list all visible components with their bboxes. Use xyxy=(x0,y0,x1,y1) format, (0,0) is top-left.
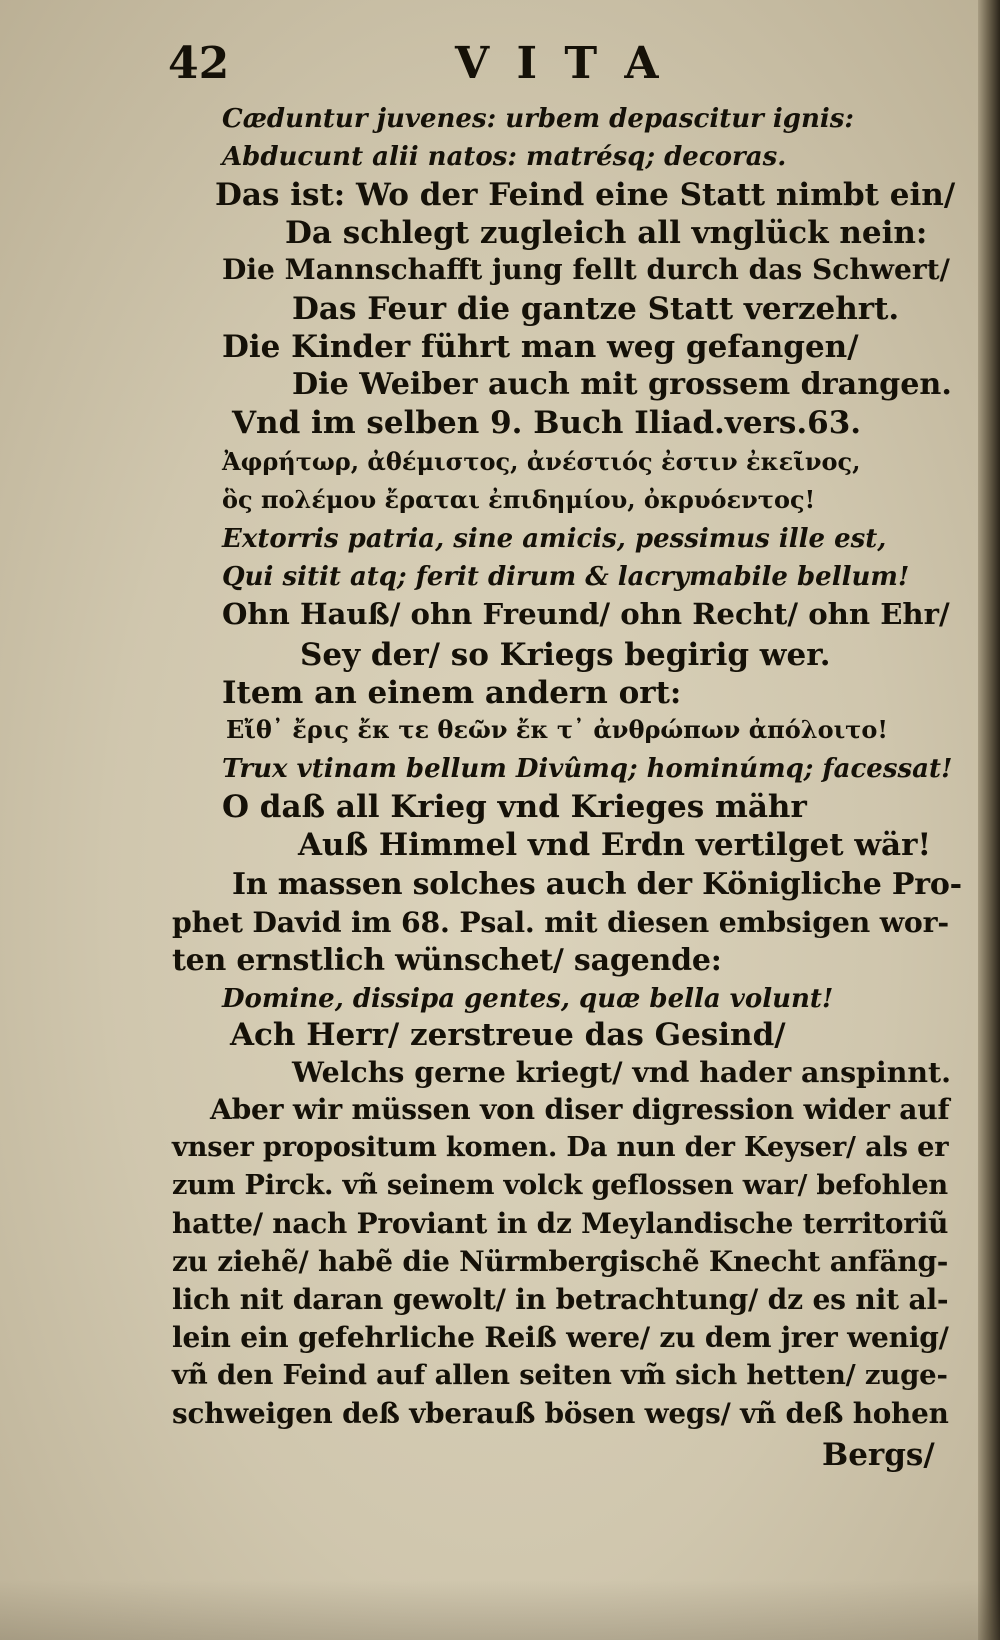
catchword: Bergs/ xyxy=(822,1437,935,1473)
text-line: Das ist: Wo der Feind eine Statt nimbt ein/ xyxy=(215,177,956,213)
text-line: ὃς πολέμου ἔραται ἐπιδημίου, ὀκρυόεντος! xyxy=(222,485,816,514)
text-line: Auß Himmel vnd Erdn vertilget wär! xyxy=(298,827,932,863)
text-line: hatte/ nach Proviant in dz Meylandische territoriũ xyxy=(172,1207,949,1240)
running-title: V I T A xyxy=(455,38,665,89)
text-line: Cæduntur juvenes: urbem depascitur ignis: xyxy=(222,104,854,134)
text-line: Ach Herr/ zerstreue das Gesind/ xyxy=(230,1017,786,1053)
text-line: Sey der/ so Kriegs begirig wer. xyxy=(300,637,831,673)
page-bottom-shadow xyxy=(0,1580,1000,1640)
text-line: Extorris patria, sine amicis, pessimus ille est, xyxy=(222,524,887,554)
text-line: Ohn Hauß/ ohn Freund/ ohn Recht/ ohn Ehr/ xyxy=(222,597,950,631)
text-line: Abducunt alii natos: matrésq; decoras. xyxy=(222,142,787,172)
text-line: phet David im 68. Psal. mit diesen embsigen wor- xyxy=(172,905,949,939)
text-line: ten ernstlich wünschet/ sagende: xyxy=(172,943,722,978)
text-line: Εἴθ᾽ ἔρις ἔκ τε θεῶν ἔκ τ᾽ ἀνθρώπων ἀπόλοιτο! xyxy=(226,715,888,744)
text-line: Das Feur die gantze Statt verzehrt. xyxy=(292,291,900,327)
text-line: vñ den Feind auf allen seiten vm̃ sich hetten/ zuge- xyxy=(172,1359,948,1391)
text-line: schweigen deß vberauß bösen wegs/ vñ deß hohen xyxy=(172,1397,949,1430)
text-line: Domine, dissipa gentes, quæ bella volunt! xyxy=(222,984,834,1014)
text-line: lein ein gefehrliche Reiß were/ zu dem jrer wenig/ xyxy=(172,1321,949,1354)
text-line: In massen solches auch der Königliche Pro- xyxy=(232,867,962,902)
text-line: O daß all Krieg vnd Krieges mähr xyxy=(222,789,807,825)
text-line: Da schlegt zugleich all vnglück nein: xyxy=(285,215,928,251)
text-line: Vnd im selben 9. Buch Iliad.vers.63. xyxy=(232,405,862,441)
text-line: zu ziehẽ/ habẽ die Nürmbergischẽ Knecht anfäng- xyxy=(172,1245,949,1278)
text-line: Ἀφρήτωρ, ἀθέμιστος, ἀνέστιός ἐστιν ἐκεῖνος, xyxy=(222,447,861,476)
text-line: Die Mannschafft jung fellt durch das Schwert/ xyxy=(222,253,950,286)
page-number: 42 xyxy=(168,38,230,89)
text-line: zum Pirck. vñ seinem volck geflossen war/ befohlen xyxy=(172,1169,948,1201)
page-edge-shadow xyxy=(978,0,1000,1640)
text-line: vnser propositum komen. Da nun der Keyser/ als er xyxy=(172,1131,949,1163)
text-line: lich nit daran gewolt/ in betrachtung/ dz es nit al- xyxy=(172,1283,949,1316)
text-line: Aber wir müssen von diser digression wider auf xyxy=(210,1093,950,1126)
text-line: Qui sitit atq; ferit dirum & lacrymabile bellum! xyxy=(222,562,910,592)
text-line: Welchs gerne kriegt/ vnd hader anspinnt. xyxy=(292,1055,951,1089)
text-line: Die Kinder führt man weg gefangen/ xyxy=(222,329,859,365)
text-line: Die Weiber auch mit grossem drangen. xyxy=(292,367,952,402)
text-line: Item an einem andern ort: xyxy=(222,675,682,711)
text-line: Trux vtinam bellum Divûmq; hominúmq; facessat! xyxy=(222,754,953,784)
